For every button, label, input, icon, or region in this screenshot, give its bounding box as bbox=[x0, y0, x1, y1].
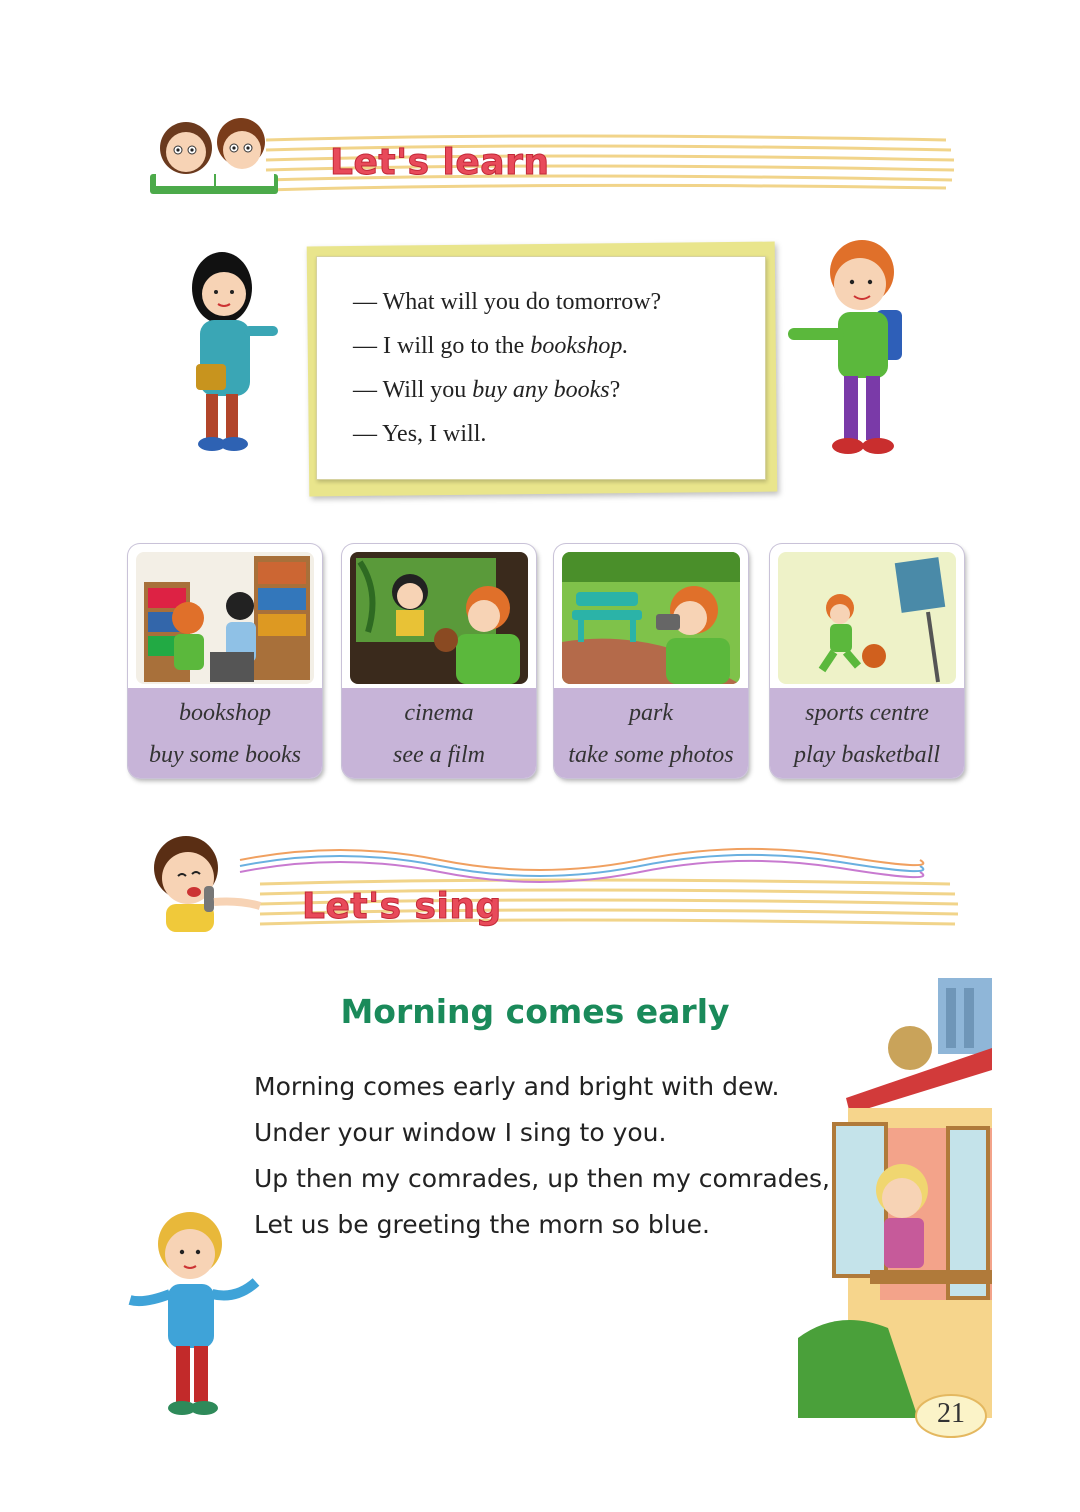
house-window-illustration bbox=[798, 978, 992, 1418]
dialogue-card bbox=[316, 256, 766, 480]
vocab-card-park bbox=[554, 544, 748, 778]
lets-learn-title: Let's learn bbox=[330, 142, 550, 183]
vocab-place: bookshop bbox=[179, 700, 271, 726]
vocab-place: park bbox=[629, 700, 673, 726]
lyric-line-4: Let us be greeting the morn so blue. bbox=[254, 1210, 710, 1239]
lets-sing-banner bbox=[140, 832, 962, 936]
vocab-place: sports centre bbox=[805, 700, 929, 726]
girl-illustration bbox=[186, 248, 286, 462]
vocab-card-bookshop bbox=[128, 544, 322, 778]
lets-sing-title: Let's sing bbox=[302, 886, 502, 927]
keyword-buy-any-books: buy any books bbox=[472, 377, 610, 403]
lyric-line-2: Under your window I sing to you. bbox=[254, 1118, 667, 1147]
singing-boy-icon bbox=[140, 832, 270, 936]
kids-reading-icon bbox=[146, 112, 286, 198]
cinema-picture bbox=[350, 552, 528, 684]
dialogue-line-1: — What will you do tomorrow? bbox=[353, 289, 662, 315]
song-title: Morning comes early bbox=[340, 992, 730, 1031]
page-number: 21 bbox=[914, 1390, 988, 1438]
keyword-bookshop: bookshop. bbox=[530, 333, 629, 359]
vocab-activity: play basketball bbox=[794, 742, 940, 768]
vocab-activity: take some photos bbox=[568, 742, 734, 768]
bookshop-picture bbox=[136, 552, 314, 684]
sports-centre-picture bbox=[778, 552, 956, 684]
vocab-card-cinema bbox=[342, 544, 536, 778]
park-picture bbox=[562, 552, 740, 684]
vocab-activity: buy some books bbox=[149, 742, 301, 768]
vocab-activity: see a film bbox=[393, 742, 485, 768]
dialogue-line-4: — Yes, I will. bbox=[353, 421, 487, 447]
vocab-place: cinema bbox=[404, 700, 474, 726]
dialogue-line-3: — Will you buy any books? bbox=[353, 377, 621, 403]
lyric-line-1: Morning comes early and bright with dew. bbox=[254, 1072, 780, 1101]
blond-boy-illustration bbox=[124, 1204, 264, 1418]
lets-learn-banner bbox=[146, 112, 960, 202]
vocab-card-sports-centre bbox=[770, 544, 964, 778]
boy-illustration bbox=[782, 228, 912, 466]
lyric-line-3: Up then my comrades, up then my comrades, bbox=[254, 1164, 830, 1193]
dialogue-line-2: — I will go to the bookshop. bbox=[353, 333, 629, 359]
